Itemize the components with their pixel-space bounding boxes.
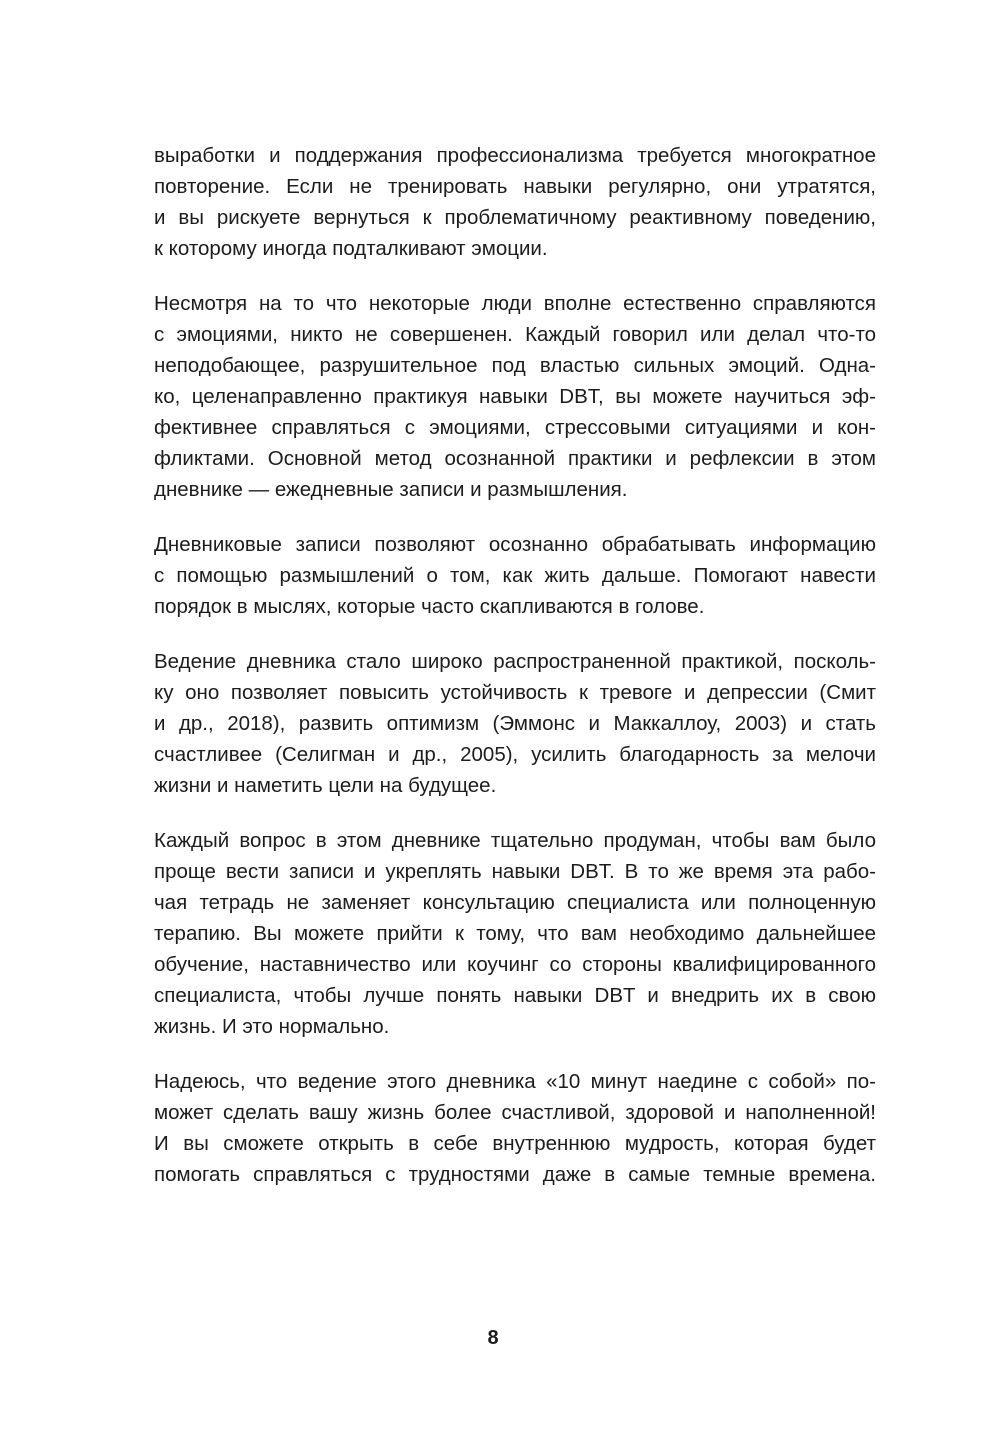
text-line: с помощью размышлений о том, как жить дальше. Помогают навести	[154, 564, 876, 587]
paragraph-2	[154, 288, 876, 505]
text-line: Надеюсь, что ведение этого дневника «10 минут наедине с собой» по-	[154, 1070, 876, 1093]
page-body	[154, 140, 876, 1214]
text-line: с эмоциями, никто не совершенен. Каждый говорил или делал что-то	[154, 323, 876, 346]
text-line: Несмотря на то что некоторые люди вполне естественно справляются	[154, 292, 876, 315]
text-line: ку оно позволяет повысить устойчивость к тревоге и депрессии (Смит	[154, 681, 876, 704]
text-line: и вы рискуете вернуться к проблематичному реактивному поведению,	[154, 206, 876, 229]
text-line: к которому иногда подталкивают эмоции.	[154, 237, 548, 260]
text-line: Дневниковые записи позволяют осознанно обрабатывать информацию	[154, 533, 876, 556]
text-line: может сделать вашу жизнь более счастливой, здоровой и наполненной!	[154, 1101, 876, 1124]
text-line: специалиста, чтобы лучше понять навыки DBT и внедрить их в свою	[154, 984, 876, 1007]
paragraph-4	[154, 646, 876, 801]
text-line: и др., 2018), развить оптимизм (Эммонс и Маккаллоу, 2003) и стать	[154, 712, 876, 735]
paragraph-5	[154, 825, 876, 1042]
text-line: ко, целенаправленно практикуя навыки DBT, вы можете научиться эф-	[154, 385, 876, 408]
text-line: выработки и поддержания профессионализма требуется многократное	[154, 144, 876, 167]
text-line: дневнике — ежедневные записи и размышления.	[154, 478, 628, 501]
text-line: Каждый вопрос в этом дневнике тщательно продуман, чтобы вам было	[154, 829, 876, 852]
paragraph-1	[154, 140, 876, 264]
text-line: фективнее справляться с эмоциями, стрессовыми ситуациями и кон-	[154, 416, 876, 439]
text-line: порядок в мыслях, которые часто скапливаются в голове.	[154, 595, 705, 618]
text-line: терапию. Вы можете прийти к тому, что вам необходимо дальнейшее	[154, 922, 876, 945]
text-line: жизнь. И это нормально.	[154, 1015, 390, 1038]
text-line: И вы сможете открыть в себе внутреннюю мудрость, которая будет	[154, 1132, 876, 1155]
paragraph-6	[154, 1066, 876, 1190]
text-line: повторение. Если не тренировать навыки регулярно, они утратятся,	[154, 175, 876, 198]
page-number: 8	[487, 1327, 499, 1349]
text-line: проще вести записи и укреплять навыки DBT. В то же время эта рабо-	[154, 860, 876, 883]
text-line: неподобающее, разрушительное под властью сильных эмоций. Одна-	[154, 354, 876, 377]
text-line: чая тетрадь не заменяет консультацию специалиста или полноценную	[154, 891, 876, 914]
paragraph-3	[154, 529, 876, 622]
text-line: жизни и наметить цели на будущее.	[154, 774, 497, 797]
text-line: Ведение дневника стало широко распространенной практикой, посколь-	[154, 650, 876, 673]
text-line: помогать справляться с трудностями даже в самые темные времена.	[154, 1163, 876, 1186]
text-line: фликтами. Основной метод осознанной практики и рефлексии в этом	[154, 447, 876, 470]
text-line: счастливее (Селигман и др., 2005), усилить благодарность за мелочи	[154, 743, 876, 766]
text-line: обучение, наставничество или коучинг со стороны квалифицированного	[154, 953, 876, 976]
